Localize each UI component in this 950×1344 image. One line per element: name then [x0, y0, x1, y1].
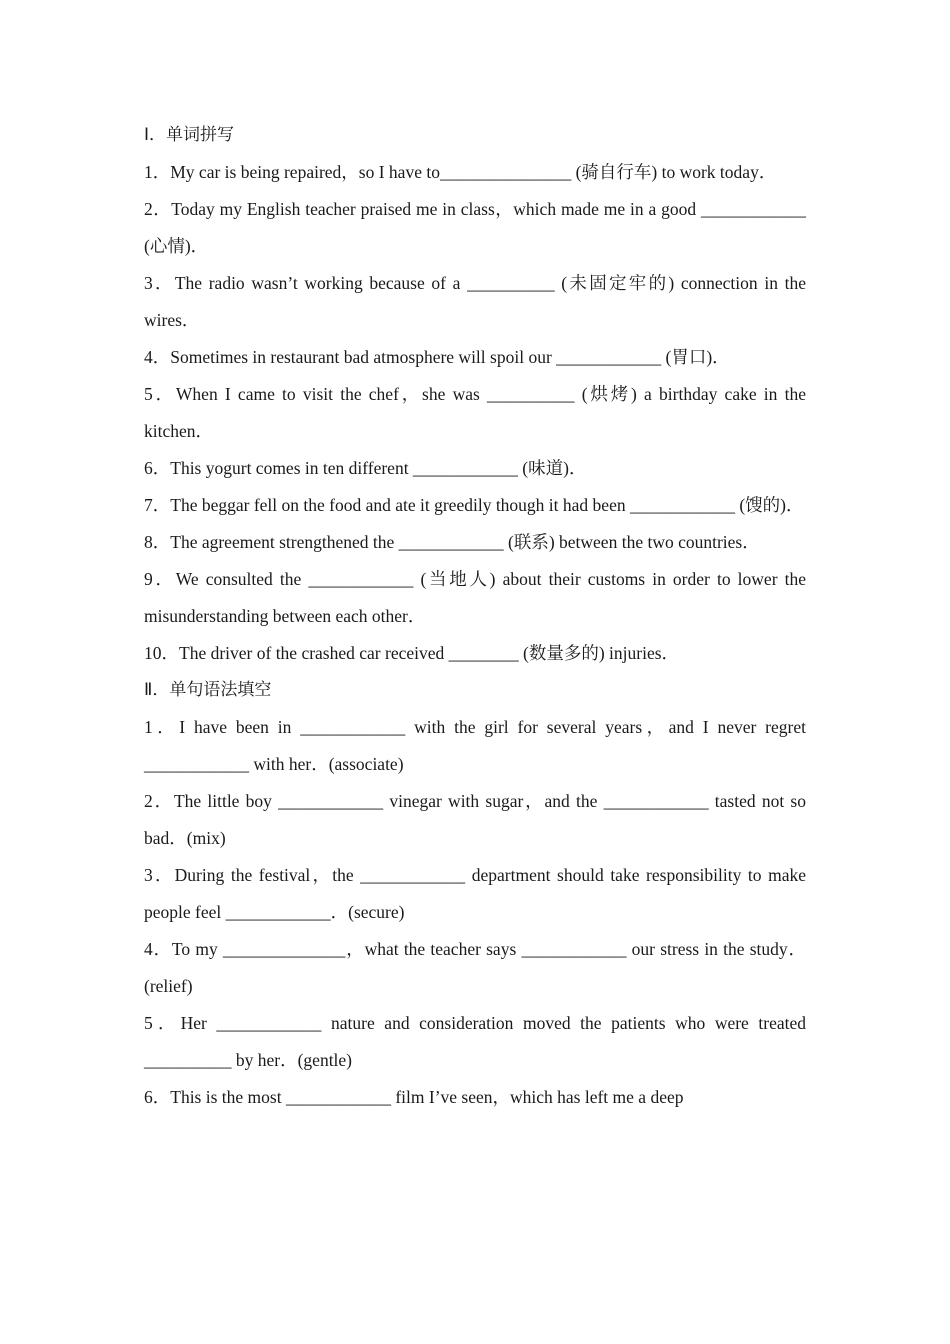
- question-item: 6．This yogurt comes in ten different ____________ (味道)．: [144, 458, 587, 478]
- question-item: 3．During the festival，the ____________ department should take responsibility to make people feel ____________．(secure): [144, 865, 806, 922]
- question-item: 1．I have been in ____________ with the girl for several years，and I never regret ____________ with her．(associate): [144, 717, 806, 774]
- question-item: 5．Her ____________ nature and consideration moved the patients who were treated __________ by her．(gentle): [144, 1013, 806, 1070]
- section-title-grammar: Ⅱ．单句语法填空: [144, 680, 272, 700]
- question-item: 1．My car is being repaired，so I have to_______________ (骑自行车) to work today．: [144, 162, 777, 182]
- question-item: 8．The agreement strengthened the ____________ (联系) between the two countries．: [144, 532, 760, 552]
- section-title-spelling: Ⅰ．单词拼写: [144, 125, 235, 145]
- question-item: 4．To my ______________，what the teacher says ____________ our stress in the study．(relief): [144, 939, 806, 996]
- question-item: 3．The radio wasn’t working because of a __________ (未固定牢的) connection in the wires．: [144, 273, 806, 330]
- question-item: 2．Today my English teacher praised me in class，which made me in a good ____________ (心情)．: [144, 199, 806, 256]
- question-item: 6．This is the most ____________ film I’ve seen，which has left me a deep: [144, 1087, 684, 1107]
- question-item: 10．The driver of the crashed car received ________ (数量多的) injuries．: [144, 643, 680, 663]
- question-item: 7．The beggar fell on the food and ate it greedily though it had been ____________ (馊的)．: [144, 495, 804, 515]
- question-item: 2．The little boy ____________ vinegar with sugar，and the ____________ tasted not so bad．(mix): [144, 791, 806, 848]
- question-item: 4．Sometimes in restaurant bad atmosphere will spoil our ____________ (胃口)．: [144, 347, 730, 367]
- worksheet-page: [144, 117, 806, 1116]
- question-item: 5．When I came to visit the chef，she was __________ (烘烤) a birthday cake in the kitchen．: [144, 384, 806, 441]
- question-item: 9．We consulted the ____________ (当地人) about their customs in order to lower the misunderstanding between each other．: [144, 569, 806, 626]
